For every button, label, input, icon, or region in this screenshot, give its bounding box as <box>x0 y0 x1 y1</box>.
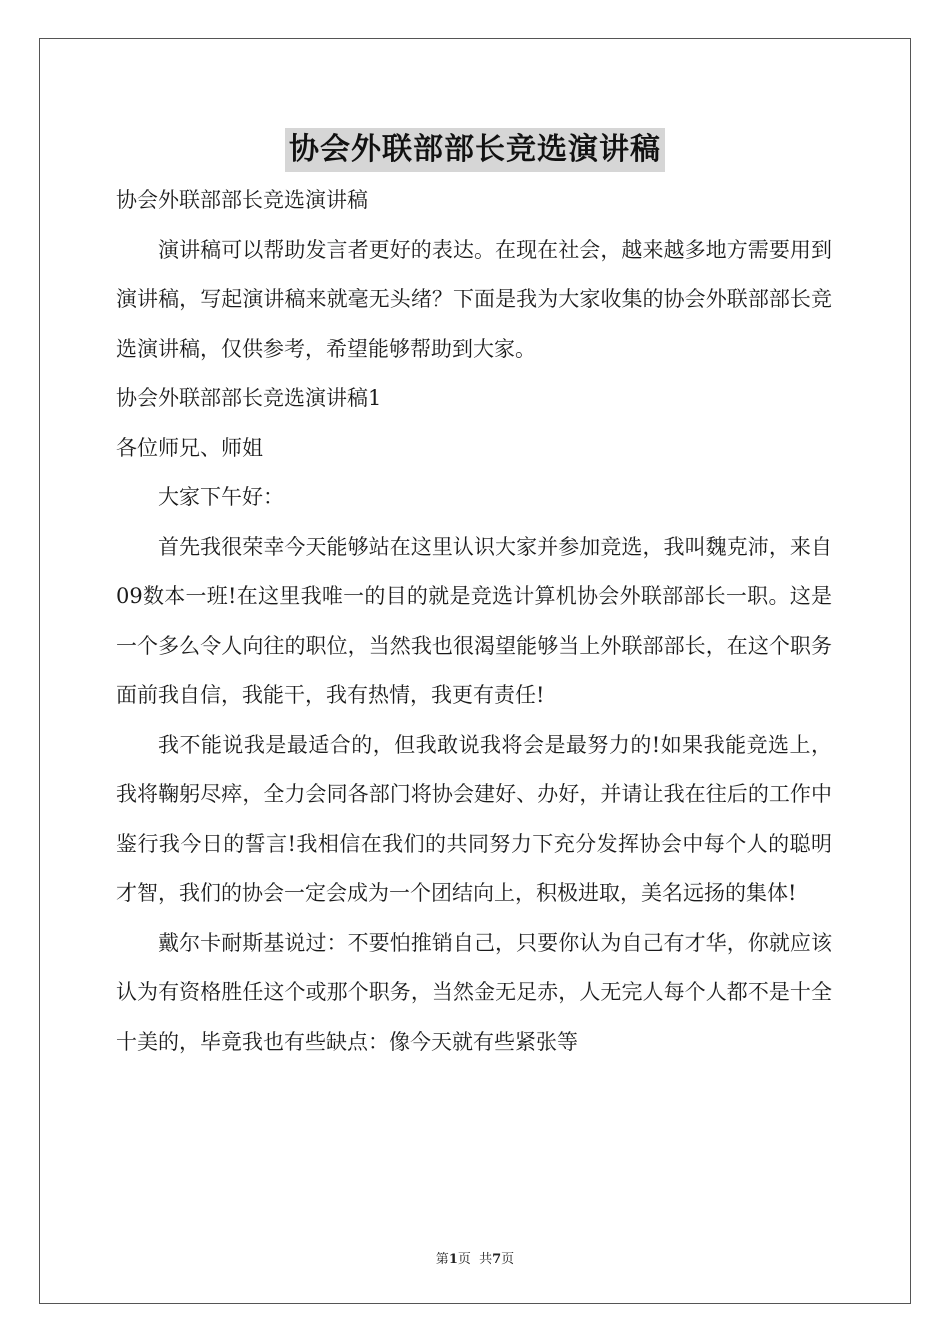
page-current: 1 <box>448 1252 458 1267</box>
page-total: 7 <box>492 1252 502 1267</box>
page-suffix: 页 <box>501 1252 515 1267</box>
document-body <box>116 176 832 1067</box>
section-heading: 协会外联部部长竞选演讲稿1 <box>116 386 382 410</box>
document-title: 协会外联部部长竞选演讲稿 <box>285 128 665 172</box>
body-paragraph: 我不能说我是最适合的，但我敢说我将会是最努力的!如果我能竞选上，我将鞠躬尽瘁，全力会同各部门将协会建好、办好，并请让我在往后的工作中鉴行我今日的誓言!我相信在我们的共同努力下充分发挥协会中每个人的聪明才智，我们的协会一定会成为一个团结向上，积极进取，美名远扬的集体! <box>116 732 832 905</box>
page-mid: 页 共 <box>457 1252 493 1267</box>
title-container <box>0 128 950 172</box>
page-prefix: 第 <box>435 1252 449 1267</box>
page-footer <box>0 1248 950 1267</box>
body-paragraph: 戴尔卡耐斯基说过：不要怕推销自己，只要你认为自己有才华，你就应该认为有资格胜任这个或那个职务，当然金无足赤，人无完人每个人都不是十全十美的，毕竟我也有些缺点：像今天就有些紧张等 <box>116 930 832 1054</box>
intro-paragraph: 演讲稿可以帮助发言者更好的表达。在现在社会，越来越多地方需要用到演讲稿，写起演讲稿来就毫无头绪？下面是我为大家收集的协会外联部部长竞选演讲稿，仅供参考，希望能够帮助到大家。 <box>116 237 832 361</box>
greeting: 大家下午好： <box>158 485 284 509</box>
document-subtitle: 协会外联部部长竞选演讲稿 <box>116 188 368 212</box>
body-paragraph: 首先我很荣幸今天能够站在这里认识大家并参加竞选，我叫魏克沛，来自09数本一班!在这里我唯一的目的就是竞选计算机协会外联部部长一职。这是一个多么令人向往的职位，当然我也很渴望能够当上外联部部长，在这个职务面前我自信，我能干，我有热情，我更有责任! <box>116 534 832 707</box>
salutation: 各位师兄、师姐 <box>116 435 263 460</box>
